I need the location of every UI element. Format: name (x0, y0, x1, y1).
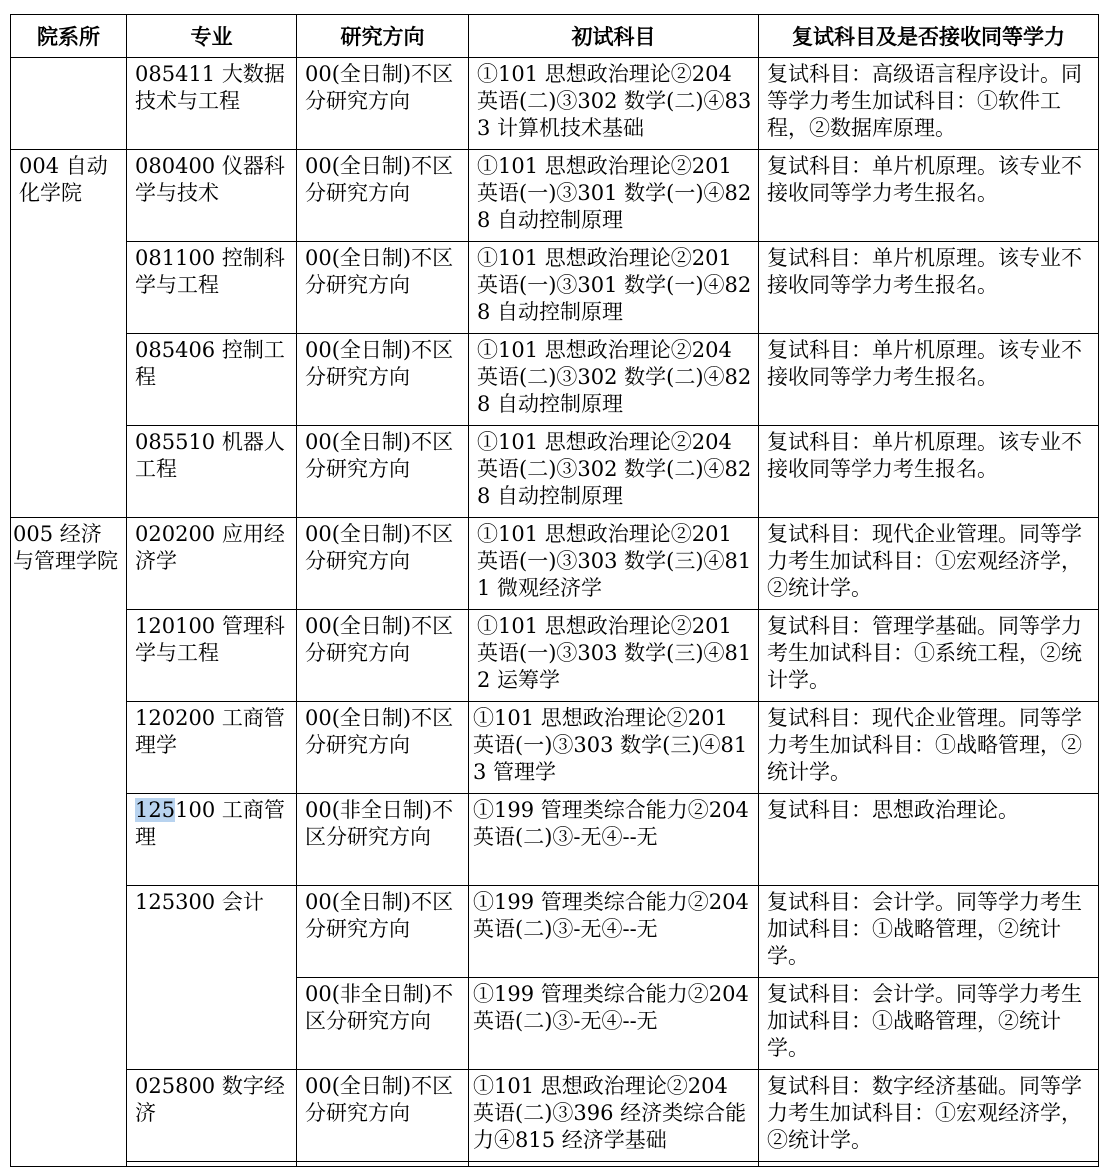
header-retest: 复试科目及是否接收同等学力 (759, 15, 1099, 58)
table-row (11, 886, 1099, 978)
header-direction: 研究方向 (297, 15, 469, 58)
direction-cell: 00(全日制)不区分研究方向 (297, 518, 469, 610)
table-row-partial (11, 1162, 1099, 1167)
direction-cell: 00(全日制)不区分研究方向 (297, 702, 469, 794)
table-row (11, 150, 1099, 242)
retest-cell: 复试科目：现代企业管理。同等学力考生加试科目：①宏观经济学，②统计学。 (759, 518, 1099, 610)
direction-cell: 00(全日制)不区分研究方向 (297, 150, 469, 242)
exam-cell: ①199 管理类综合能力②204 英语(二)③-无④--无 (469, 886, 759, 978)
retest-cell: 复试科目：思想政治理论。 (759, 794, 1099, 886)
major-cell: 085406 控制工程 (127, 334, 297, 426)
direction-cell: 00(全日制)不区分研究方向 (297, 58, 469, 150)
retest-cell: 复试科目：管理学基础。同等学力考生加试科目：①系统工程，②统计学。 (759, 610, 1099, 702)
direction-cell: 00(全日制)不区分研究方向 (297, 610, 469, 702)
major-cell: 025800 数字经济 (127, 1070, 297, 1162)
direction-cell: 00(全日制)不区分研究方向 (297, 886, 469, 978)
dept-cell (127, 1162, 297, 1167)
retest-cell: 复试科目：单片机原理。该专业不接收同等学力考生报名。 (759, 334, 1099, 426)
exam-cell: ①101 思想政治理论②201 英语(一)③301 数学(一)④828 自动控制原理 (469, 150, 759, 242)
table-row (11, 794, 1099, 886)
table-row (11, 610, 1099, 702)
exam-cell: ①101 思想政治理论②204 英语(二)③302 数学(二)④828 自动控制原理 (469, 426, 759, 518)
exam-cell: ①101 思想政治理论②201 英语(一)③303 数学(三)④813 管理学 (469, 702, 759, 794)
retest-cell: 复试科目：现代企业管理。同等学力考生加试科目：①战略管理，②统计学。 (759, 702, 1099, 794)
exam-cell: ①101 思想政治理论②201 英语(一)③301 数学(一)④828 自动控制原理 (469, 242, 759, 334)
dept-cell (11, 58, 127, 150)
header-dept: 院系所 (11, 15, 127, 58)
table-row (11, 1070, 1099, 1162)
dept-cell: 004 自动化学院 (11, 150, 127, 518)
table-row (11, 518, 1099, 610)
retest-cell: 复试科目：单片机原理。该专业不接收同等学力考生报名。 (759, 150, 1099, 242)
retest-cell: 复试科目：会计学。同等学力考生加试科目：①战略管理，②统计学。 (759, 886, 1099, 978)
exam-cell: ①101 思想政治理论②204 英语(二)③396 经济类综合能力④815 经济学基础 (469, 1070, 759, 1162)
table-row (11, 242, 1099, 334)
retest-cell: 复试科目：数字经济基础。同等学力考生加试科目：①宏观经济学，②统计学。 (759, 1070, 1099, 1162)
major-cell: 085510 机器人工程 (127, 426, 297, 518)
table-row (11, 58, 1099, 150)
exam-cell: ①101 思想政治理论②201 英语(一)③303 数学(三)④811 微观经济学 (469, 518, 759, 610)
direction-cell (469, 1162, 759, 1167)
direction-cell: 00(全日制)不区分研究方向 (297, 1070, 469, 1162)
table-row (11, 334, 1099, 426)
major-cell: 125300 会计 (127, 886, 297, 1070)
major-cell: 080400 仪器科学与技术 (127, 150, 297, 242)
header-major: 专业 (127, 15, 297, 58)
retest-cell: 复试科目：高级语言程序设计。同等学力考生加试科目：①软件工程，②数据库原理。 (759, 58, 1099, 150)
exam-cell: ①101 思想政治理论②204 英语(二)③302 数学(二)④828 自动控制原理 (469, 334, 759, 426)
exam-cell: ①101 思想政治理论②201 英语(一)③303 数学(三)④812 运筹学 (469, 610, 759, 702)
exam-cell: ①101 思想政治理论②204 英语(二)③302 数学(二)④833 计算机技术基础 (469, 58, 759, 150)
table-row (11, 426, 1099, 518)
retest-cell: 复试科目：会计学。同等学力考生加试科目：①战略管理，②统计学。 (759, 978, 1099, 1070)
exam-cell (759, 1162, 1099, 1167)
major-cell (297, 1162, 469, 1167)
exam-cell: ①199 管理类综合能力②204 英语(二)③-无④--无 (469, 978, 759, 1070)
text-selection[interactable]: 125 (135, 798, 176, 822)
major-cell: 125100 工商管理 (127, 794, 297, 886)
major-cell: 120100 管理科学与工程 (127, 610, 297, 702)
header-exam: 初试科目 (469, 15, 759, 58)
admission-table (10, 14, 1099, 1167)
major-cell: 020200 应用经济学 (127, 518, 297, 610)
direction-cell: 00(非全日制)不区分研究方向 (297, 978, 469, 1070)
major-cell: 085411 大数据技术与工程 (127, 58, 297, 150)
direction-cell: 00(非全日制)不区分研究方向 (297, 794, 469, 886)
retest-cell: 复试科目：单片机原理。该专业不接收同等学力考生报名。 (759, 426, 1099, 518)
major-cell: 120200 工商管理学 (127, 702, 297, 794)
direction-cell: 00(全日制)不区分研究方向 (297, 334, 469, 426)
table-row (11, 702, 1099, 794)
direction-cell: 00(全日制)不区分研究方向 (297, 242, 469, 334)
direction-cell: 00(全日制)不区分研究方向 (297, 426, 469, 518)
dept-cell: 005 经济与管理学院 (11, 518, 127, 1167)
major-cell: 081100 控制科学与工程 (127, 242, 297, 334)
header-row (11, 15, 1099, 58)
exam-cell: ①199 管理类综合能力②204 英语(二)③-无④--无 (469, 794, 759, 886)
retest-cell: 复试科目：单片机原理。该专业不接收同等学力考生报名。 (759, 242, 1099, 334)
